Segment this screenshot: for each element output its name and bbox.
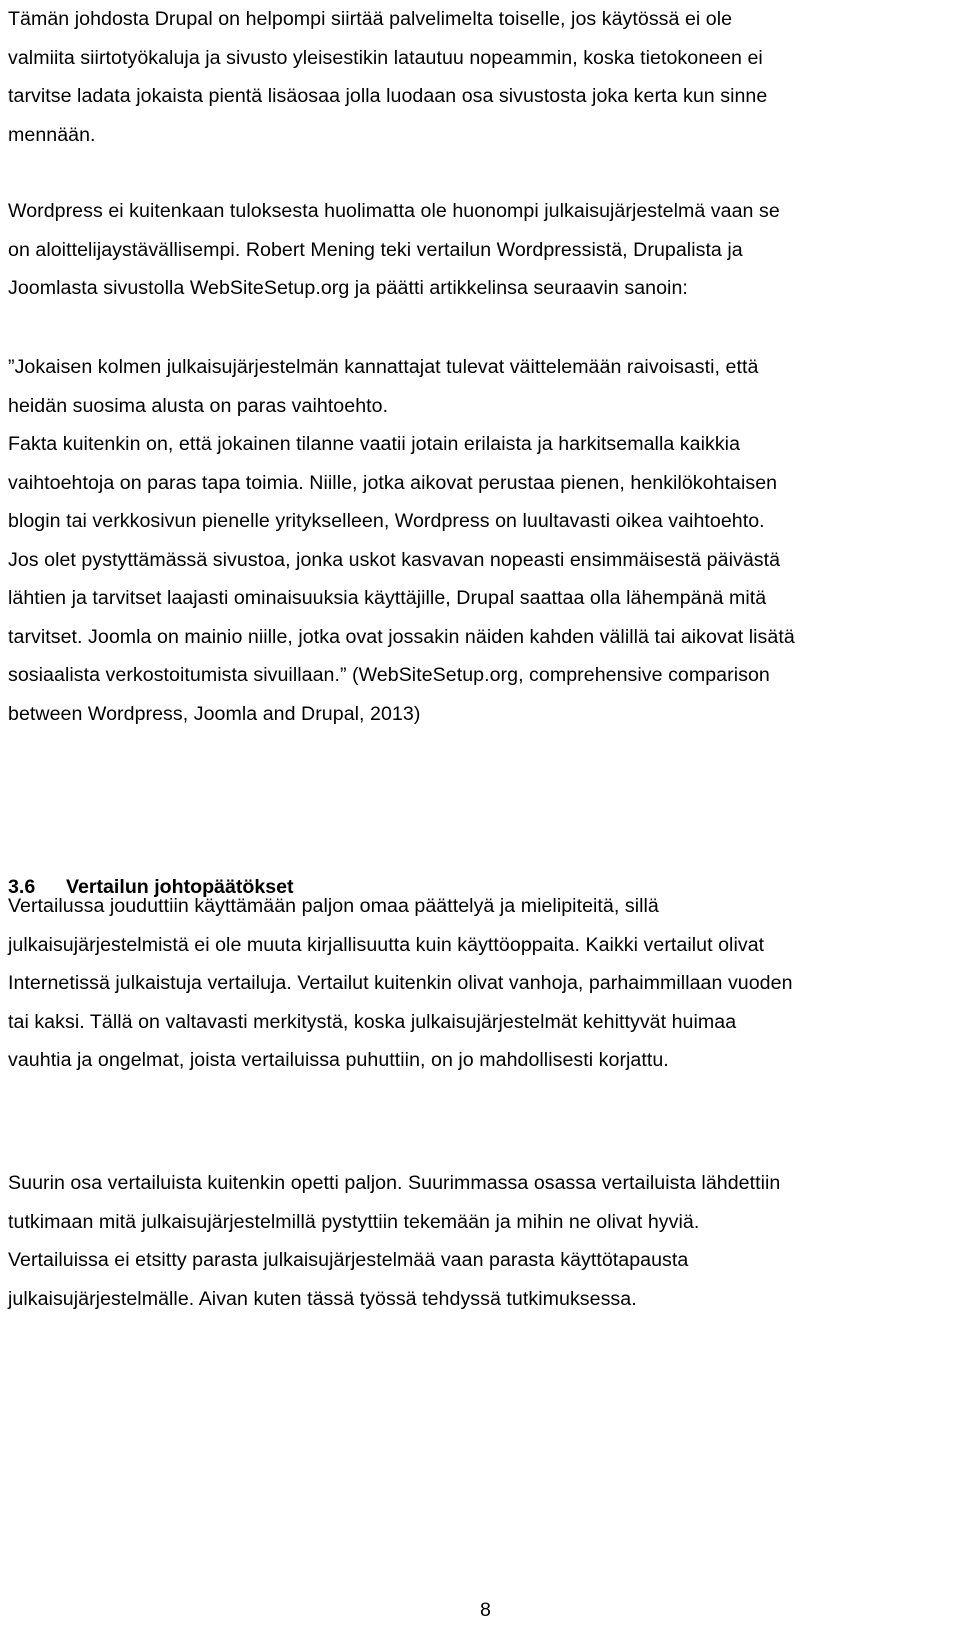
text-line: julkaisujärjestelmistä ei ole muuta kirjallisuutta kuin käyttöoppaita. Kaikki vertailut olivat xyxy=(8,933,765,956)
text-line: mennään. xyxy=(8,123,96,146)
section-number: 3.6 xyxy=(8,876,36,899)
quote-line: blogin tai verkkosivun pienelle yritykselleen, Wordpress on luultavasti oikea vaihtoehto. xyxy=(8,510,765,532)
document-page xyxy=(8,0,952,1632)
text-line: tai kaksi. Tällä on valtavasti merkitystä, koska julkaisujärjestelmät kehittyvät huimaa xyxy=(8,1010,737,1033)
paragraph-drupal-portability xyxy=(8,0,767,154)
quote-line: tarvitset. Joomla on mainio niille, jotka ovat jossakin näiden kahden välillä tai aikovat lisätä xyxy=(8,625,795,648)
text-line: vauhtia ja ongelmat, joista vertailuissa puhuttiin, on jo mahdollisesti korjattu. xyxy=(8,1049,669,1071)
quote-line: lähtien ja tarvitset laajasti ominaisuuksia käyttäjille, Drupal saattaa olla lähempänä mitä xyxy=(8,587,767,609)
text-line: Tämän johdosta Drupal on helpompi siirtää palvelimelta toiselle, jos käytössä ei ole xyxy=(8,8,733,30)
text-line: Vertailuissa ei etsitty parasta julkaisujärjestelmää vaan parasta käyttötapausta xyxy=(8,1249,689,1271)
paragraph-lessons xyxy=(8,1164,780,1318)
text-line: tutkimaan mitä julkaisujärjestelmillä pystyttiin tekemään ja mihin ne olivat hyviä. xyxy=(8,1210,700,1233)
quote-line: sosiaalista verkostoitumista sivuillaan.” (WebSiteSetup.org, comprehensive comparison xyxy=(8,664,770,686)
quote-line: ”Jokaisen kolmen julkaisujärjestelmän kannattajat tulevat väittelemään raivoisasti, että xyxy=(8,356,759,378)
quote-line: Fakta kuitenkin on, että jokainen tilanne vaatii jotain erilaista ja harkitsemalla kaikkia xyxy=(8,433,741,455)
quote-line: heidän suosima alusta on paras vaihtoehto. xyxy=(8,394,389,417)
text-line: Wordpress ei kuitenkaan tuloksesta huolimatta ole huonompi julkaisujärjestelmä vaan se xyxy=(8,200,780,222)
text-line: on aloittelijaystävällisempi. Robert Mening teki vertailun Wordpressistä, Drupalista ja xyxy=(8,238,743,261)
text-line: tarvitse ladata jokaista pientä lisäosaa jolla luodaan osa sivustosta joka kerta kun sinne xyxy=(8,85,768,107)
quote-line: between Wordpress, Joomla and Drupal, 2013) xyxy=(8,702,421,725)
quote-line: vaihtoehtoja on paras tapa toimia. Niille, jotka aikovat perustaa pienen, henkilökohtaisen xyxy=(8,471,778,494)
text-line: Joomlasta sivustolla WebSiteSetup.org ja päätti artikkelinsa seuraavin sanoin: xyxy=(8,277,688,299)
text-line: Internetissä julkaistuja vertailuja. Vertailut kuitenkin olivat vanhoja, parhaimmillaan vuoden xyxy=(8,972,793,994)
quote-line: Jos olet pystyttämässä sivustoa, jonka uskot kasvavan nopeasti ensimmäisestä päivästä xyxy=(8,548,781,571)
text-line: Suurin osa vertailuista kuitenkin opetti paljon. Suurimmassa osassa vertailuista lähdettiin xyxy=(8,1172,781,1194)
quote-block xyxy=(8,348,795,733)
text-line: julkaisujärjestelmälle. Aivan kuten tässä työssä tehdyssä tutkimuksessa. xyxy=(8,1287,637,1310)
section-title: Vertailun johtopäätökset xyxy=(66,876,294,899)
paragraph-wordpress-comparison xyxy=(8,192,780,308)
page-number: 8 xyxy=(480,1599,491,1621)
text-line: Vertailussa jouduttiin käyttämään paljon omaa päättelyä ja mielipiteitä, sillä xyxy=(8,895,659,917)
text-line: valmiita siirtotyökaluja ja sivusto yleisestikin latautuu nopeammin, koska tietokoneen ei xyxy=(8,46,763,69)
paragraph-conclusions xyxy=(8,887,793,1080)
